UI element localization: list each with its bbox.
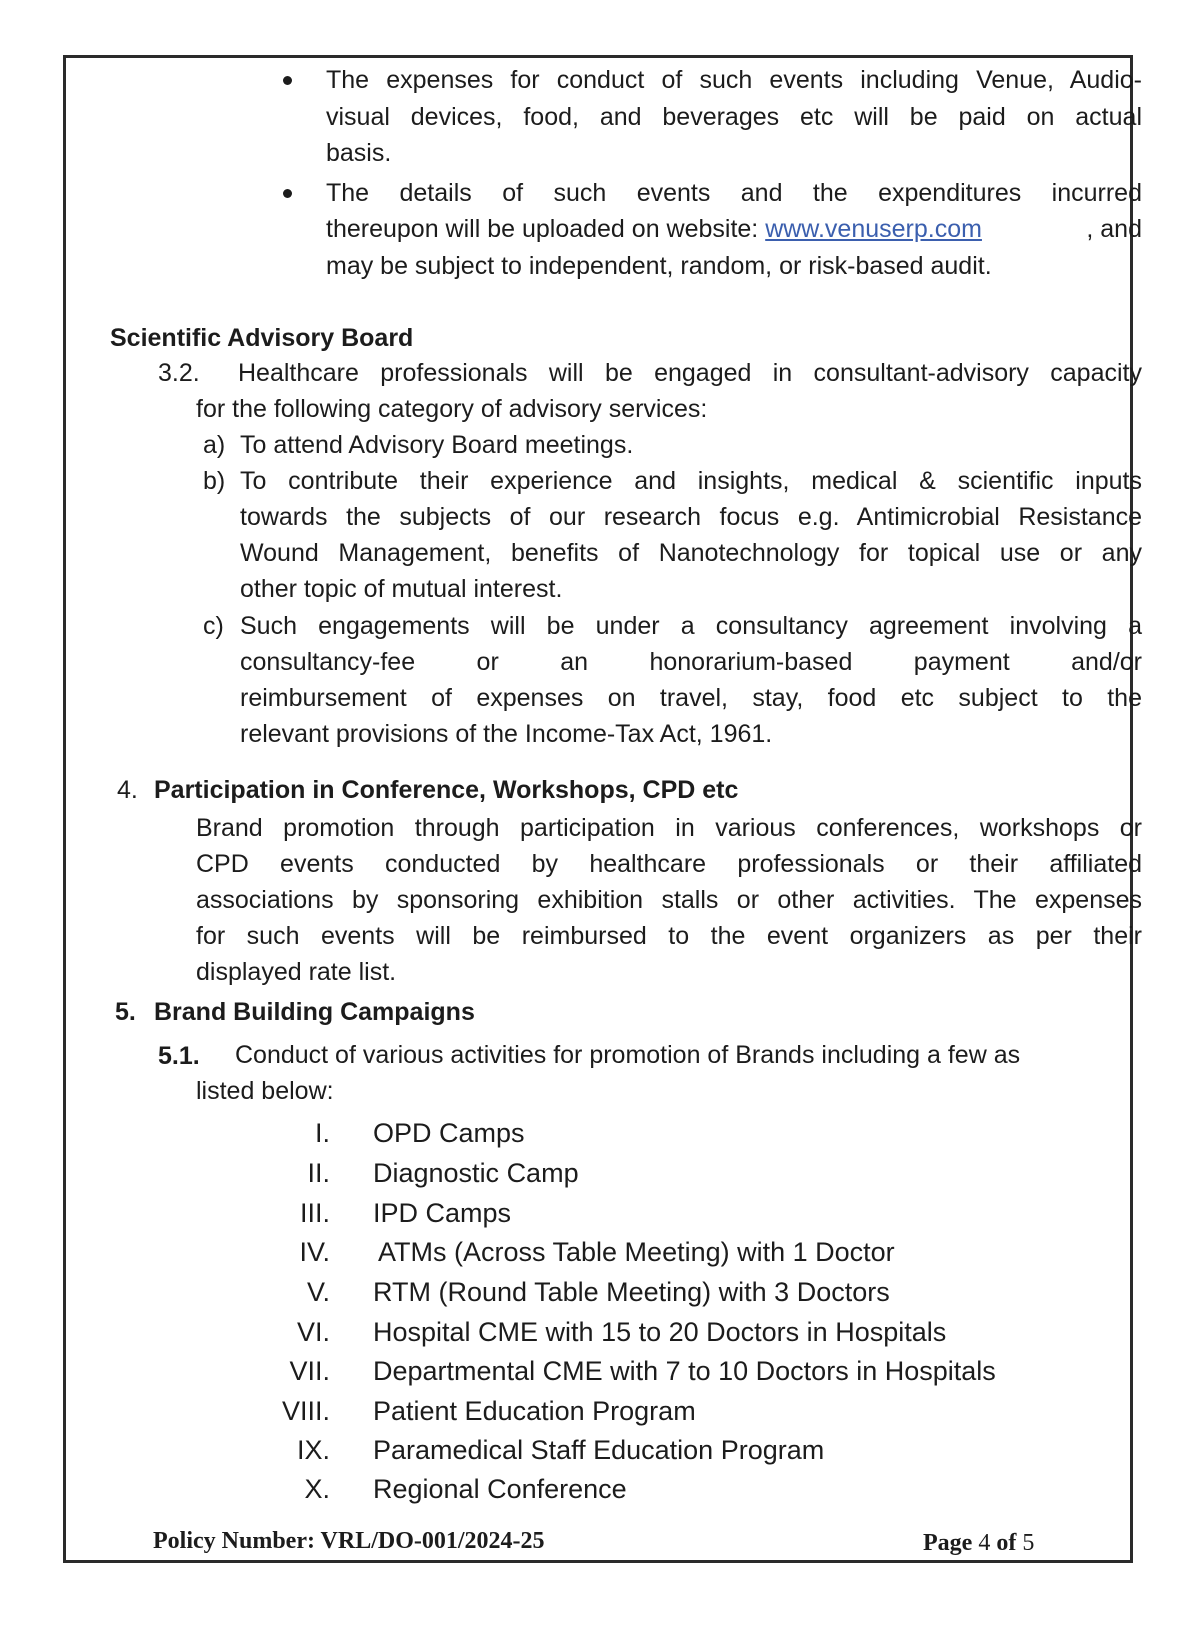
advisory-item-c-line-3: reimbursement of expenses on travel, stay, food etc subject to the (240, 684, 1142, 712)
activity-numeral: V. (306, 1277, 330, 1307)
activity-item: Departmental CME with 7 to 10 Doctors in Hospitals (373, 1356, 996, 1386)
advisory-intro-line-1: Healthcare professionals will be engaged in consultant-advisory capacity (238, 359, 1142, 387)
advisory-item-c-line-2: consultancy-fee or an honorarium-based payment and/or (240, 648, 1142, 676)
section-4-line-3: associations by sponsoring exhibition stalls or other activities. The expenses (196, 886, 1142, 914)
advisory-item-c-line-1: Such engagements will be under a consultancy agreement involving a (240, 612, 1142, 640)
policy-number: Policy Number: VRL/DO-001/2024-25 (153, 1528, 545, 1554)
bullet-dot (283, 189, 292, 198)
activity-item: Patient Education Program (373, 1396, 696, 1426)
bullet-1-line-1: The expenses for conduct of such events including Venue, Audio- (326, 66, 1142, 94)
bullet-2-line-1: The details of such events and the expenditures incurred (326, 179, 1142, 207)
bullet-2-line-2 (326, 211, 1142, 247)
section-4-line-1: Brand promotion through participation in various conferences, workshops or (196, 814, 1142, 842)
advisory-item-c-line-4: relevant provisions of the Income-Tax Act, 1961. (240, 720, 773, 748)
advisory-item-a-marker: a) (203, 431, 226, 459)
page-total: 5 (1022, 1530, 1035, 1556)
website-link[interactable]: www.venuserp.com (765, 215, 982, 243)
advisory-number: 3.2. (158, 359, 200, 387)
bullet-2-line-3: may be subject to independent, random, or risk-based audit. (326, 252, 992, 280)
advisory-item-b-marker: b) (203, 467, 226, 495)
activity-item: Diagnostic Camp (373, 1158, 579, 1188)
bullet-2-line-2-suffix: , and (1079, 215, 1142, 243)
section-5-1-number: 5.1. (158, 1042, 200, 1070)
activity-item: Paramedical Staff Education Program (373, 1435, 825, 1465)
page-indicator (923, 1530, 1034, 1557)
activity-numeral: III. (299, 1198, 330, 1228)
activity-item: RTM (Round Table Meeting) with 3 Doctors (373, 1277, 890, 1307)
advisory-item-c-marker: c) (203, 612, 224, 640)
section-5-1-line-1: Conduct of various activities for promotion of Brands including a few as (235, 1041, 1021, 1069)
advisory-item-b-line-1: To contribute their experience and insights, medical & scientific inputs (240, 467, 1142, 495)
activity-item: IPD Camps (373, 1198, 512, 1228)
activity-numeral: X. (304, 1474, 330, 1504)
activity-numeral: IX. (296, 1435, 330, 1465)
bullet-1-line-3: basis. (326, 139, 392, 167)
page-label: Page (923, 1530, 973, 1556)
activity-numeral: VII. (289, 1356, 330, 1386)
activity-numeral: II. (307, 1158, 330, 1188)
activity-item: Hospital CME with 15 to 20 Doctors in Hospitals (373, 1317, 947, 1347)
activity-item: Regional Conference (373, 1474, 627, 1504)
advisory-item-b-line-2: towards the subjects of our research focus e.g. Antimicrobial Resistance (240, 503, 1142, 531)
advisory-item-b-line-3: Wound Management, benefits of Nanotechnology for topical use or any (240, 539, 1142, 567)
section-5-heading: Brand Building Campaigns (154, 998, 475, 1026)
advisory-intro-line-2: for the following category of advisory services: (196, 395, 708, 423)
advisory-heading: Scientific Advisory Board (110, 324, 414, 352)
activity-item: OPD Camps (373, 1118, 525, 1148)
activity-numeral: I. (314, 1118, 330, 1148)
section-4-line-4: for such events will be reimbursed to the event organizers as per their (196, 922, 1142, 950)
activity-item: ATMs (Across Table Meeting) with 1 Doctor (378, 1237, 895, 1267)
activity-numeral: VI. (296, 1317, 330, 1347)
section-4-number: 4. (117, 776, 138, 804)
advisory-item-a-line-1: To attend Advisory Board meetings. (240, 431, 634, 459)
section-4-heading: Participation in Conference, Workshops, CPD etc (154, 776, 739, 804)
section-5-number: 5. (115, 998, 136, 1026)
section-4-line-2: CPD events conducted by healthcare professionals or their affiliated (196, 850, 1142, 878)
section-4-line-5: displayed rate list. (196, 958, 397, 986)
activity-numeral: VIII. (281, 1396, 330, 1426)
section-5-1-line-2: listed below: (196, 1077, 334, 1105)
bullet-dot (283, 76, 292, 85)
advisory-item-b-line-4: other topic of mutual interest. (240, 575, 563, 603)
page-current: 4 (978, 1530, 991, 1556)
activity-numeral: IV. (299, 1237, 330, 1267)
bullet-2-line-2-prefix: thereupon will be uploaded on website: (326, 215, 766, 243)
page-of: of (996, 1530, 1017, 1556)
bullet-1-line-2: visual devices, food, and beverages etc will be paid on actual (326, 103, 1142, 131)
